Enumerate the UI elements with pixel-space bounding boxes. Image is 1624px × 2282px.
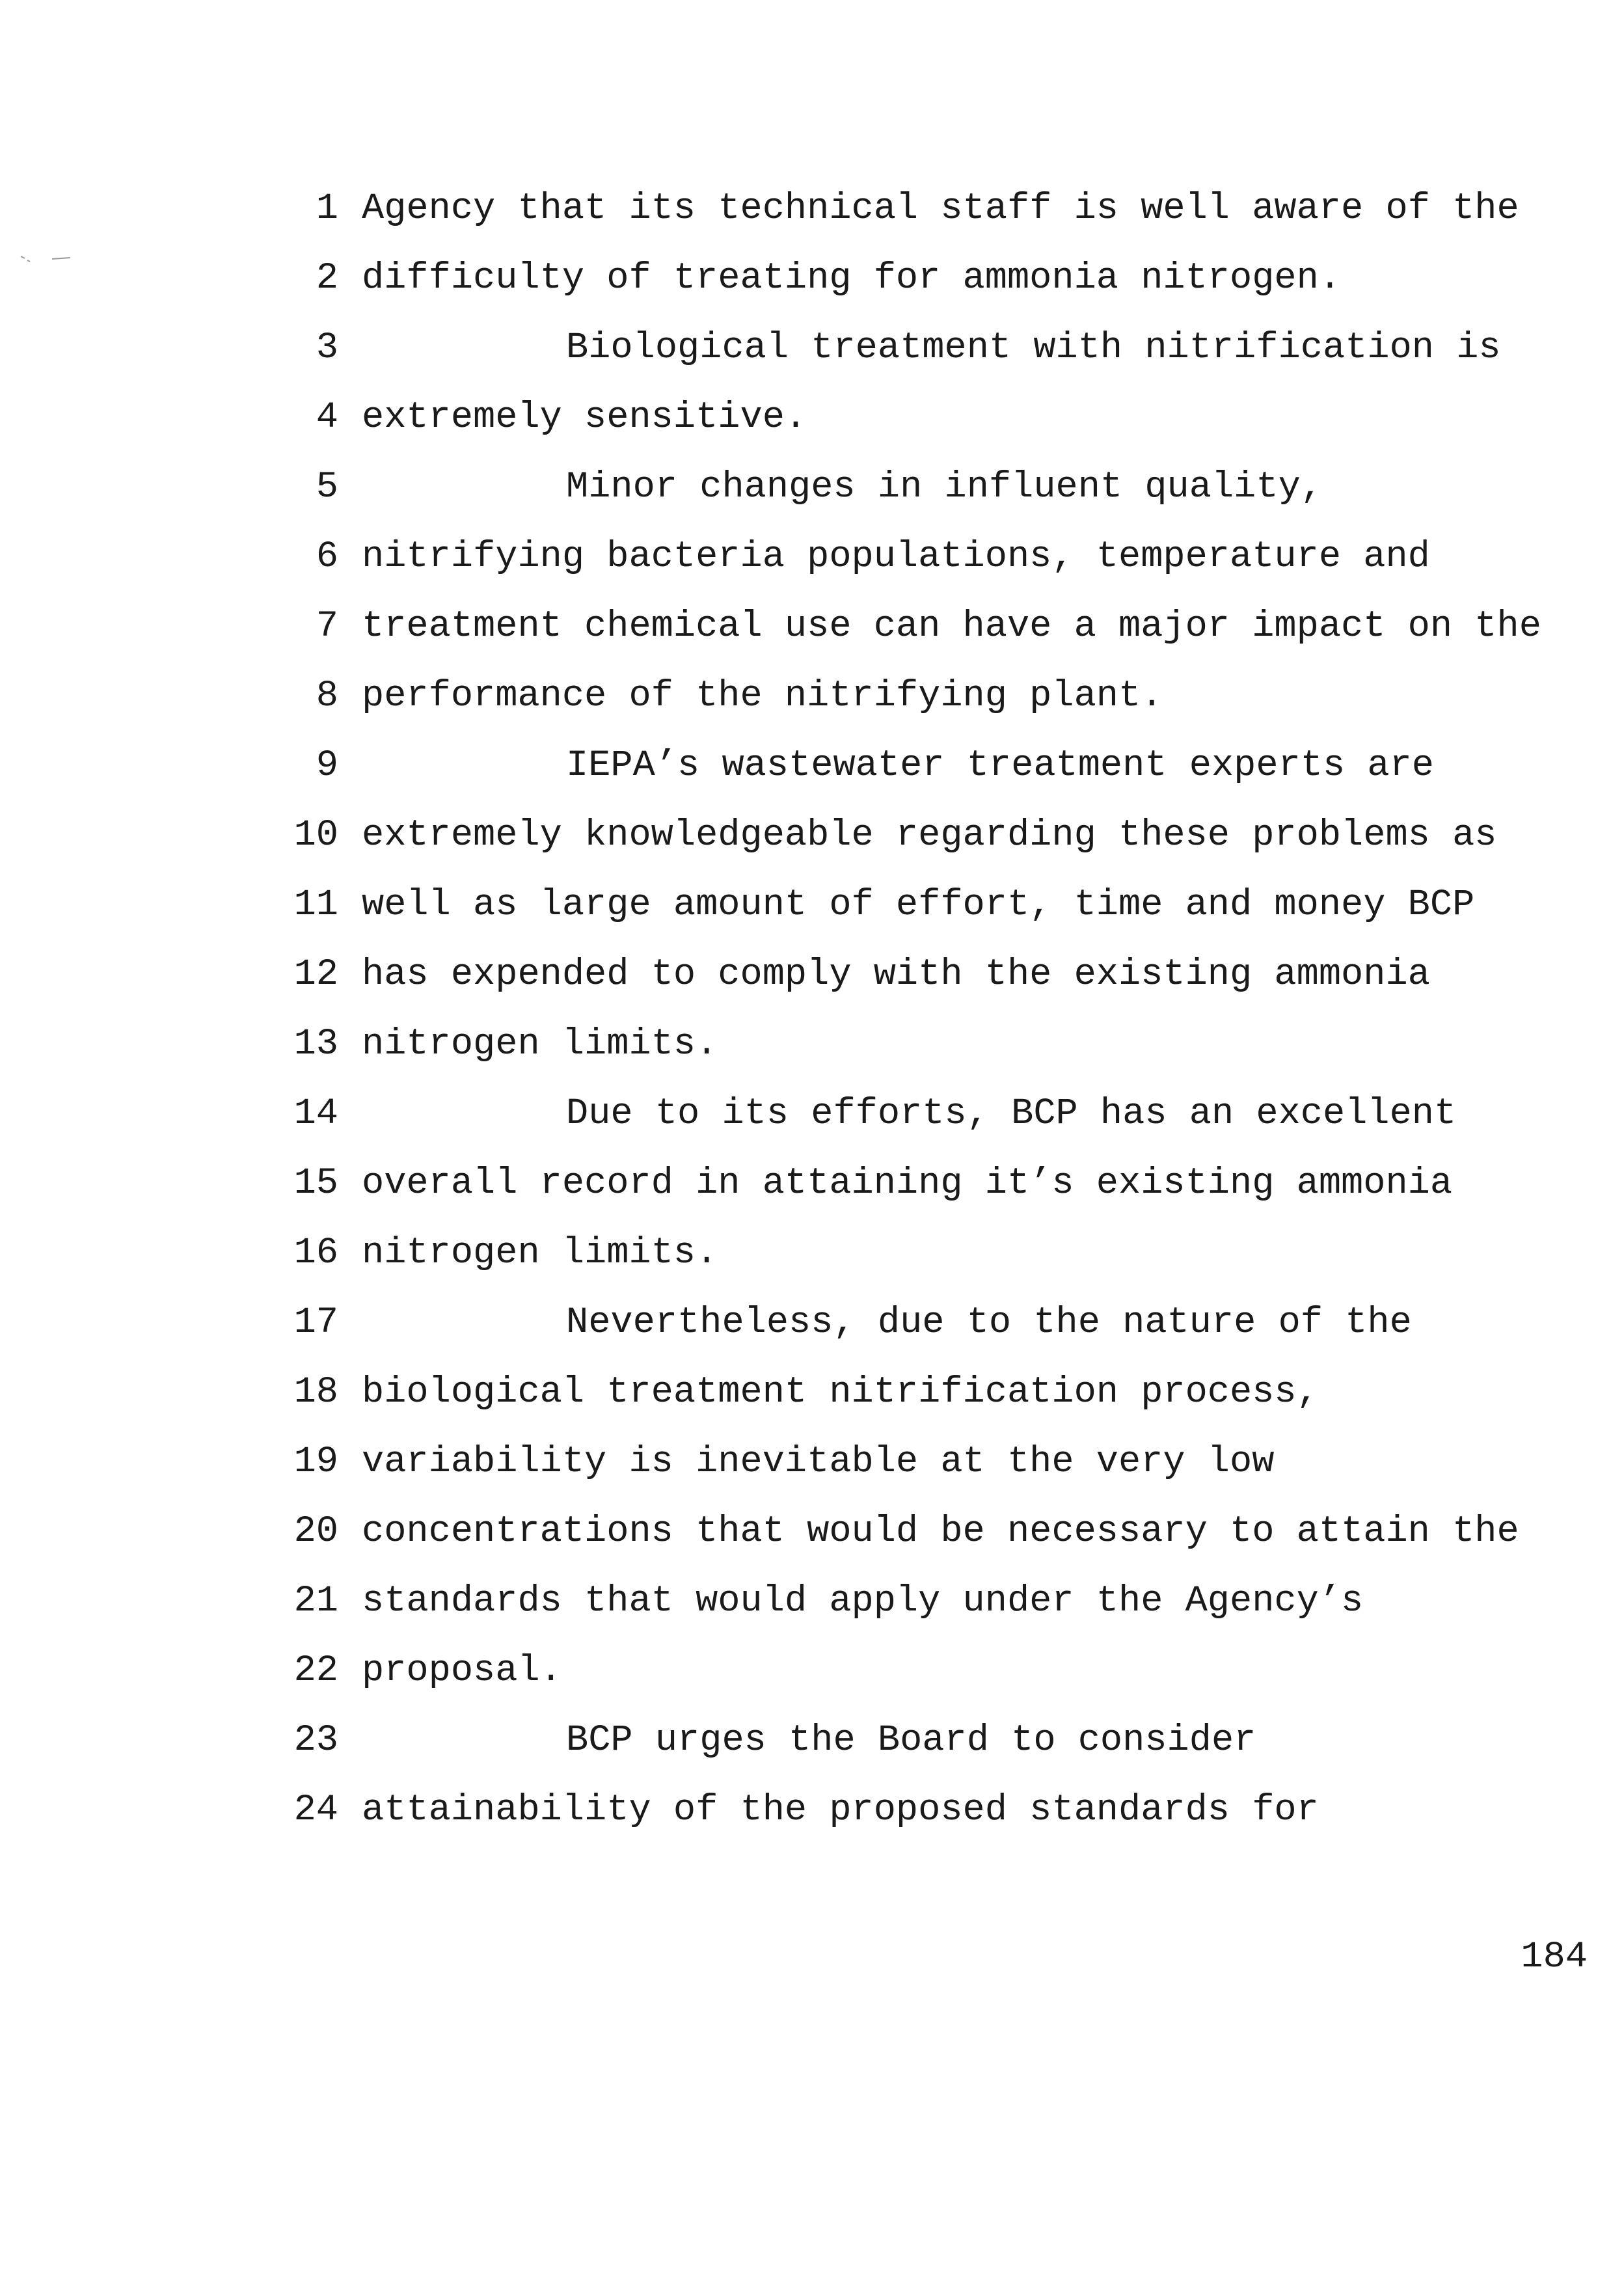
- transcript-line: [286, 801, 1594, 871]
- line-text: extremely knowledgeable regarding these problems as: [362, 815, 1497, 856]
- line-number: 9: [316, 745, 338, 787]
- transcript-line: [286, 1497, 1594, 1567]
- transcript-line: [286, 523, 1594, 592]
- transcript-line: [286, 1358, 1594, 1428]
- line-text: Nevertheless, due to the nature of the: [566, 1302, 1412, 1344]
- transcript-line: [286, 1637, 1594, 1706]
- line-text: extremely sensitive.: [362, 397, 807, 439]
- line-number: 6: [316, 536, 338, 578]
- transcript-line: [286, 383, 1594, 453]
- line-text: proposal.: [362, 1650, 562, 1692]
- transcript-line: [286, 940, 1594, 1010]
- line-number: 11: [293, 884, 338, 926]
- line-number: 12: [293, 954, 338, 996]
- line-text: Agency that its technical staff is well aware of the: [362, 188, 1519, 230]
- transcript-line: [286, 662, 1594, 731]
- line-number: 4: [316, 397, 338, 439]
- line-number: 5: [316, 467, 338, 508]
- line-number: 22: [293, 1650, 338, 1692]
- line-number: 1: [316, 188, 338, 230]
- line-text: has expended to comply with the existing ammonia: [362, 954, 1430, 996]
- transcript-line: [286, 1010, 1594, 1080]
- transcript-line: [286, 453, 1594, 523]
- line-text: variability is inevitable at the very low: [362, 1441, 1275, 1483]
- transcript-line: [286, 1219, 1594, 1288]
- transcript-line: [286, 1428, 1594, 1497]
- line-number: 13: [293, 1024, 338, 1065]
- line-text: IEPA’s wastewater treatment experts are: [566, 745, 1435, 787]
- line-text: standards that would apply under the Agency’s: [362, 1581, 1364, 1622]
- line-text: difficulty of treating for ammonia nitrogen.: [362, 258, 1342, 299]
- line-text: biological treatment nitrification process,: [362, 1372, 1319, 1413]
- line-number: 14: [293, 1093, 338, 1135]
- page-number: 184: [1521, 1936, 1588, 1978]
- line-text: attainability of the proposed standards for: [362, 1789, 1319, 1831]
- line-text: treatment chemical use can have a major impact on the: [362, 606, 1541, 647]
- line-text: Minor changes in influent quality,: [566, 467, 1323, 508]
- transcript-line: [286, 731, 1594, 801]
- line-number: 24: [293, 1789, 338, 1831]
- line-text: Due to its efforts, BCP has an excellent: [566, 1093, 1457, 1135]
- line-number: 20: [293, 1511, 338, 1553]
- line-text: Biological treatment with nitrification is: [566, 327, 1501, 369]
- line-number: 18: [293, 1372, 338, 1413]
- line-number: 15: [293, 1163, 338, 1204]
- line-text: nitrogen limits.: [362, 1232, 718, 1274]
- transcript-line: [286, 244, 1594, 314]
- transcript-line: [286, 1567, 1594, 1637]
- transcript-line: [286, 314, 1594, 383]
- margin-speck-icon: [18, 252, 77, 272]
- transcript-body: [286, 174, 1594, 1845]
- line-number: 7: [316, 606, 338, 647]
- line-number: 21: [293, 1581, 338, 1622]
- line-text: concentrations that would be necessary to attain the: [362, 1511, 1519, 1553]
- line-text: performance of the nitrifying plant.: [362, 675, 1163, 717]
- line-number: 10: [293, 815, 338, 856]
- line-number: 2: [316, 258, 338, 299]
- transcript-line: [286, 1080, 1594, 1149]
- line-number: 16: [293, 1232, 338, 1274]
- line-text: overall record in attaining it’s existing ammonia: [362, 1163, 1453, 1204]
- transcript-line: [286, 1706, 1594, 1776]
- line-number: 3: [316, 327, 338, 369]
- transcript-line: [286, 1288, 1594, 1358]
- transcript-line: [286, 1776, 1594, 1845]
- line-text: BCP urges the Board to consider: [566, 1720, 1256, 1761]
- transcript-line: [286, 871, 1594, 940]
- line-text: nitrifying bacteria populations, temperature and: [362, 536, 1430, 578]
- line-number: 8: [316, 675, 338, 717]
- transcript-line: [286, 174, 1594, 244]
- line-number: 19: [293, 1441, 338, 1483]
- line-number: 17: [293, 1302, 338, 1344]
- line-text: nitrogen limits.: [362, 1024, 718, 1065]
- transcript-line: [286, 1149, 1594, 1219]
- line-number: 23: [293, 1720, 338, 1761]
- transcript-line: [286, 592, 1594, 662]
- line-text: well as large amount of effort, time and money BCP: [362, 884, 1475, 926]
